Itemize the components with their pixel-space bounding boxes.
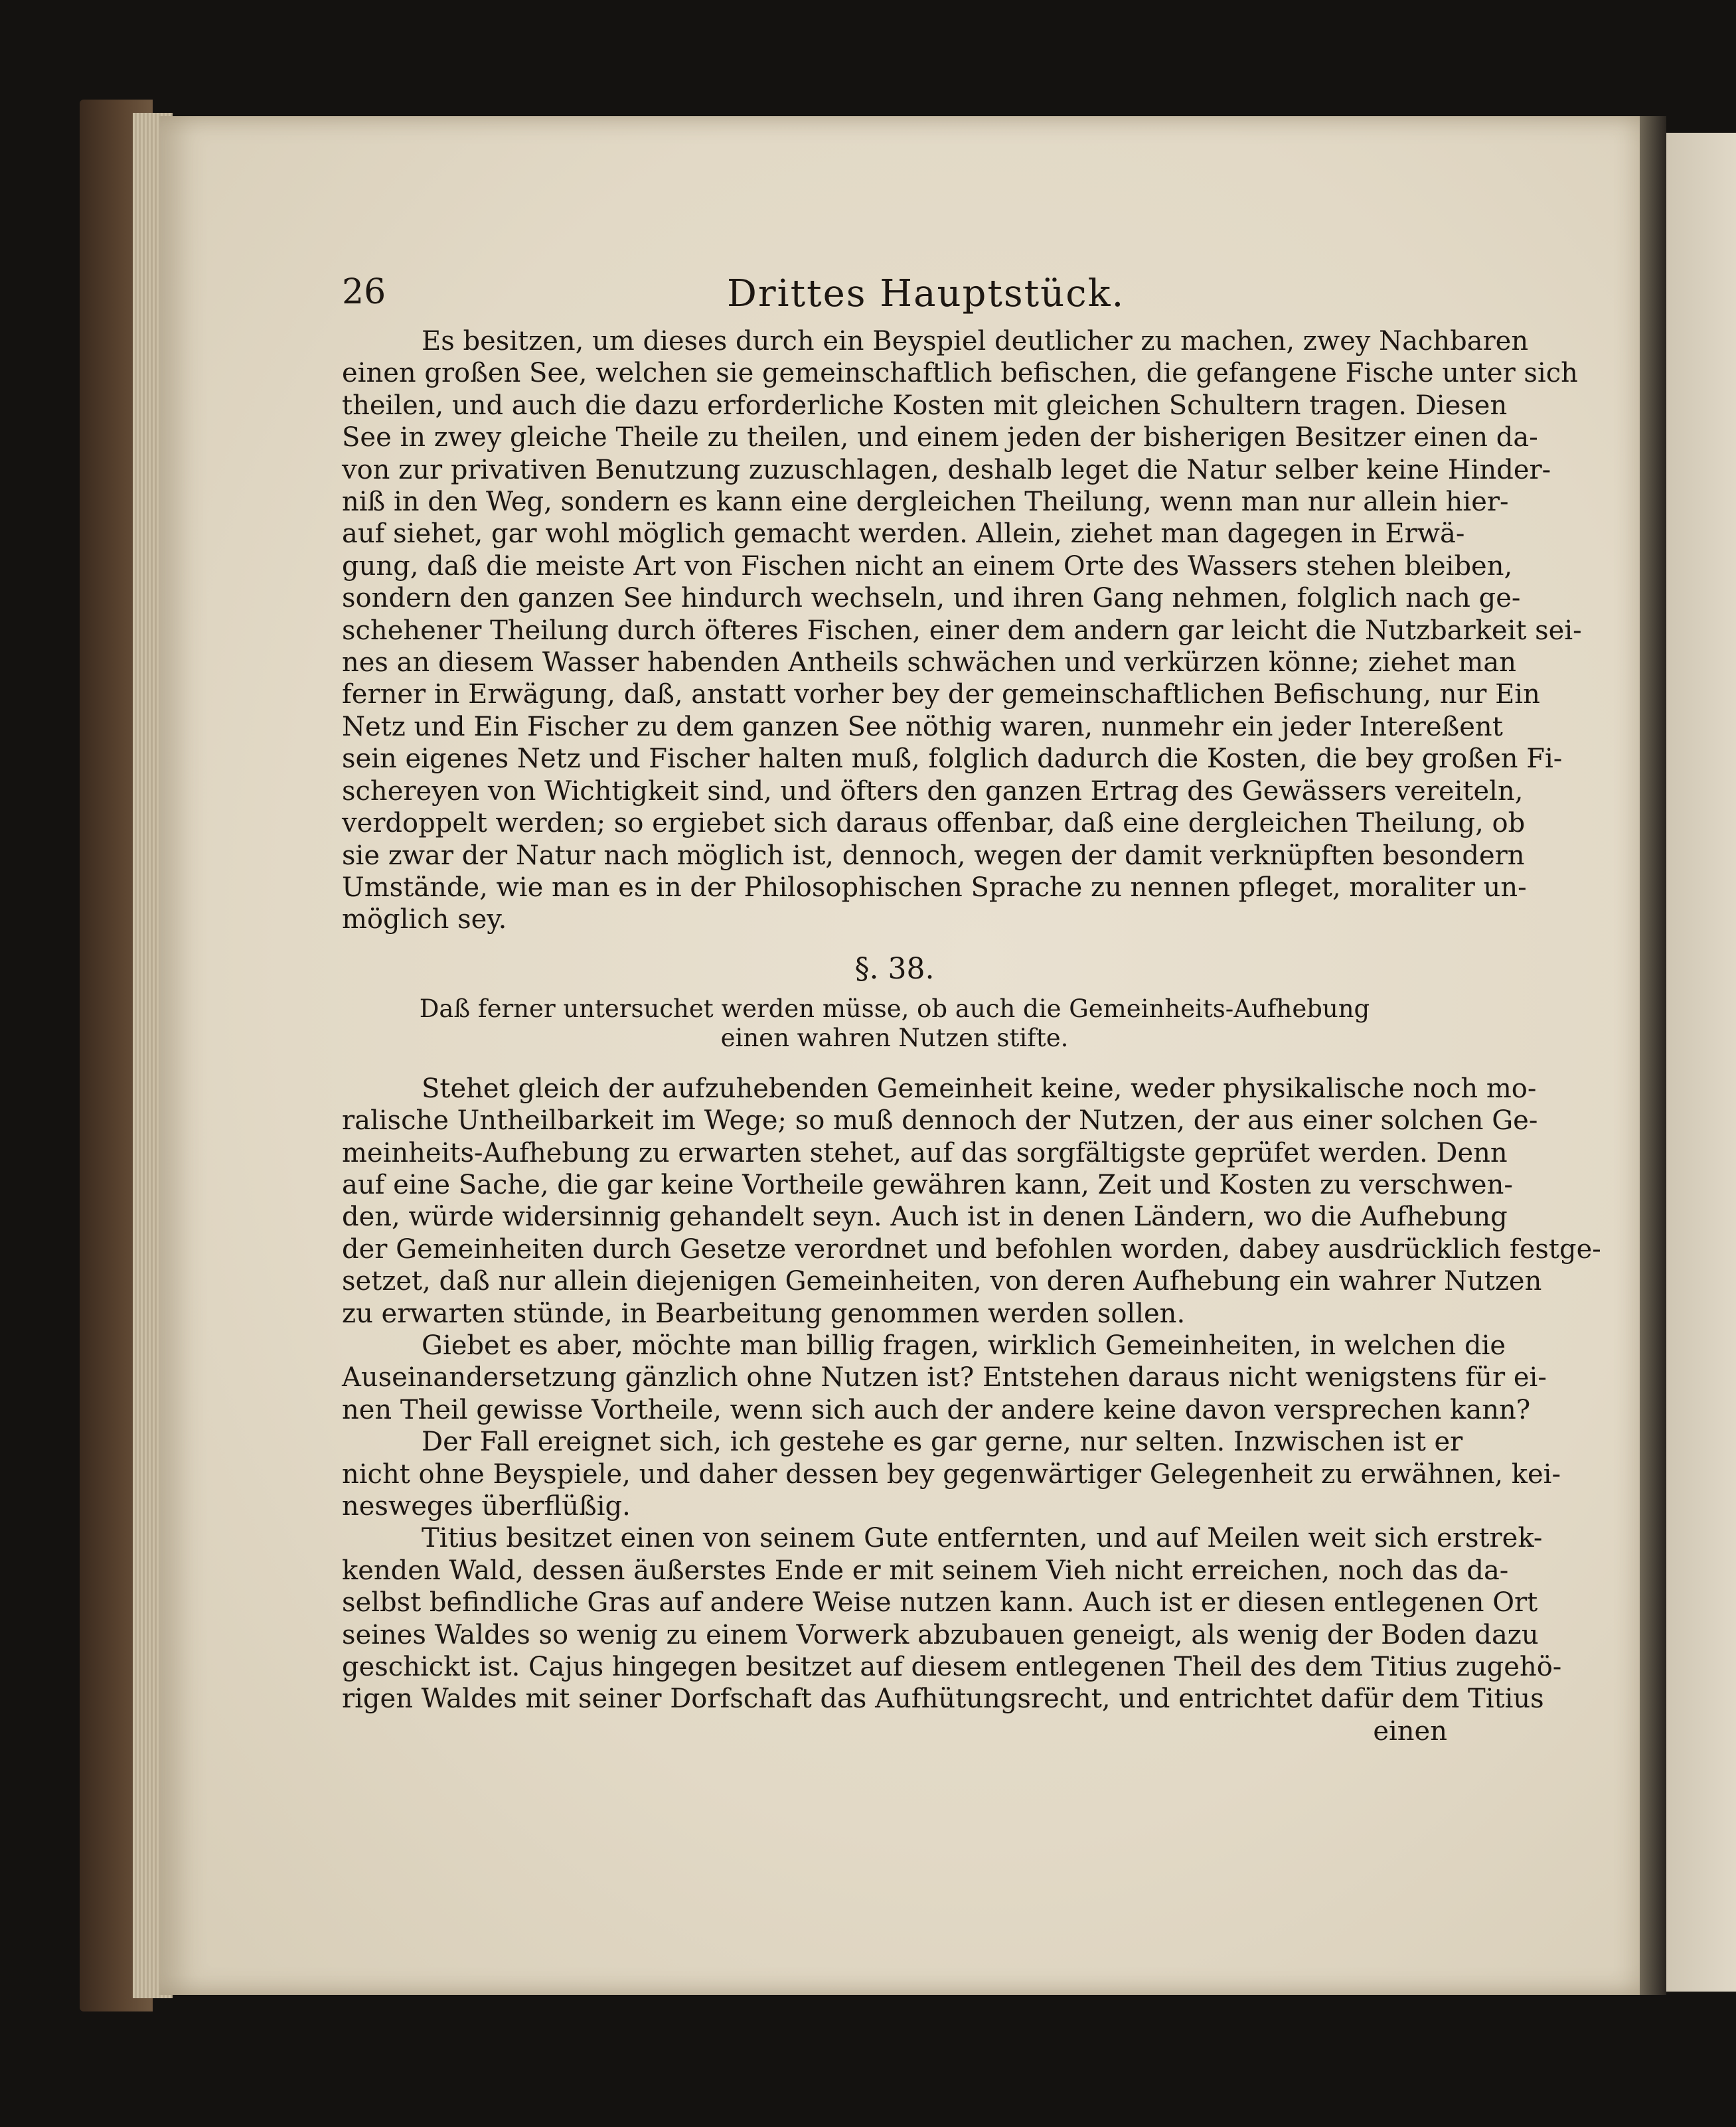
- paragraph-3: [342, 1330, 1547, 1426]
- text-line: nesweges überflüßig.: [342, 1491, 631, 1522]
- text-line: Auseinandersetzung gänzlich ohne Nutzen ist? Entstehen daraus nicht wenigstens für ei-: [342, 1362, 1547, 1393]
- text-line: sein eigenes Netz und Fischer halten muß, folglich dadurch die Kosten, die bey großen Fi-: [342, 744, 1563, 775]
- section-heading: Daß ferner untersuchet werden müsse, ob auch die Gemeinheits-Aufhebung: [419, 994, 1370, 1023]
- text-line: Titius besitzet einen von seinem Gute entfernten, und auf Meilen weit sich erstrek-: [422, 1523, 1543, 1554]
- text-line: theilen, und auch die dazu erforderliche Kosten mit gleichen Schultern tragen. Diesen: [342, 390, 1508, 421]
- text-line: sondern den ganzen See hindurch wechseln, und ihren Gang nehmen, folglich nach ge-: [342, 583, 1521, 614]
- page-number: 26: [342, 272, 386, 312]
- text-line: gung, daß die meiste Art von Fischen nicht an einem Orte des Wassers stehen bleiben,: [342, 550, 1513, 582]
- text-line: Der Fall ereignet sich, ich gestehe es gar gerne, nur selten. Inzwischen ist er: [422, 1427, 1463, 1458]
- text-line: sie zwar der Natur nach möglich ist, dennoch, wegen der damit verknüpften besondern: [342, 840, 1525, 871]
- text-line: zu erwarten stünde, in Bearbeitung genommen werden sollen.: [342, 1298, 1186, 1329]
- book-gutter: [1640, 116, 1666, 1995]
- text-line: nen Theil gewisse Vortheile, wenn sich auch der andere keine davon versprechen kann?: [342, 1394, 1531, 1425]
- text-line: einen großen See, welchen sie gemeinschaftlich befischen, die gefangene Fische unter sich: [342, 358, 1578, 389]
- text-line: der Gemeinheiten durch Gesetze verordnet und befohlen worden, dabey ausdrücklich festge-: [342, 1233, 1601, 1265]
- text-line: ferner in Erwägung, daß, anstatt vorher bey der gemeinschaftlichen Befischung, nur Ein: [342, 679, 1540, 710]
- text-line: selbst befindliche Gras auf andere Weise nutzen kann. Auch ist er diesen entlegenen Ort: [342, 1587, 1538, 1618]
- running-head: [342, 266, 1447, 325]
- text-line: meinheits-Aufhebung zu erwarten stehet, auf das sorgfältigste geprüfet werden. Denn: [342, 1137, 1508, 1168]
- text-line: Umstände, wie man es in der Philosophischen Sprache zu nennen pfleget, moraliter un-: [342, 872, 1527, 903]
- section-number: §. 38.: [854, 951, 935, 986]
- paragraph-5: [342, 1522, 1562, 1715]
- text-line: nicht ohne Beyspiele, und daher dessen bey gegenwärtiger Gelegenheit zu erwähnen, kei-: [342, 1458, 1561, 1490]
- text-line: nes an diesem Wasser habenden Antheils schwächen und verkürzen könne; ziehet man: [342, 647, 1517, 678]
- text-line: kenden Wald, dessen äußerstes Ende er mit seinem Vieh nicht erreichen, noch das da-: [342, 1555, 1509, 1586]
- text-line: setzet, daß nur allein diejenigen Gemeinheiten, von deren Aufhebung ein wahrer Nutzen: [342, 1266, 1542, 1297]
- text-line: Stehet gleich der aufzuhebenden Gemeinheit keine, weder physikalische noch mo-: [422, 1073, 1537, 1104]
- page-text: [342, 266, 1601, 1747]
- text-line: möglich sey.: [342, 904, 507, 935]
- text-line: den, würde widersinnig gehandelt seyn. Auch ist in denen Ländern, wo die Aufhebung: [342, 1202, 1508, 1233]
- text-line: schehener Theilung durch öfteres Fischen, einer dem andern gar leicht die Nutzbarkeit sei-: [342, 615, 1582, 646]
- text-line: seines Waldes so wenig zu einem Vorwerk abzubauen geneigt, als wenig der Boden dazu: [342, 1619, 1539, 1650]
- text-line: schereyen von Wichtigkeit sind, und öfters den ganzen Ertrag des Gewässers vereiteln,: [342, 775, 1524, 807]
- text-line: geschickt ist. Cajus hingegen besitzet auf diesem entlegenen Theil des dem Titius zugehö-: [342, 1652, 1562, 1683]
- text-line: von zur privativen Benutzung zuzuschlagen, deshalb leget die Natur selber keine Hinder-: [342, 454, 1551, 485]
- text-line: auf eine Sache, die gar keine Vortheile gewähren kann, Zeit und Kosten zu verschwen-: [342, 1169, 1513, 1200]
- text-line: Es besitzen, um dieses durch ein Beyspiel deutlicher zu machen, zwey Nachbaren: [422, 326, 1529, 356]
- text-line: rigen Waldes mit seiner Dorfschaft das Aufhütungsrecht, und entrichtet dafür dem Titius: [342, 1684, 1544, 1715]
- text-line: ralische Untheilbarkeit im Wege; so muß dennoch der Nutzen, der aus einer solchen Ge-: [342, 1105, 1538, 1137]
- text-line: Netz und Ein Fischer zu dem ganzen See nöthig waren, nunmehr ein jeder Intereßent: [342, 711, 1503, 742]
- paragraph-2: [342, 1073, 1601, 1330]
- text-line: See in zwey gleiche Theile zu theilen, und einem jeden der bisherigen Besitzer einen da-: [342, 422, 1538, 453]
- section-heading: einen wahren Nutzen stifte.: [720, 1023, 1069, 1052]
- text-line: niß in den Weg, sondern es kann eine dergleichen Theilung, wenn man nur allein hier-: [342, 487, 1509, 518]
- catchword: einen: [1373, 1715, 1447, 1747]
- text-line: Giebet es aber, möchte man billig fragen, wirklich Gemeinheiten, in welchen die: [422, 1330, 1506, 1361]
- chapter-title: Drittes Hauptstück.: [727, 272, 1125, 315]
- facing-page-edge: [1666, 133, 1736, 1992]
- text-line: verdoppelt werden; so ergiebet sich daraus offenbar, daß eine dergleichen Theilung, ob: [342, 808, 1526, 839]
- text-line: auf siehet, gar wohl möglich gemacht werden. Allein, ziehet man dagegen in Erwä-: [342, 518, 1465, 550]
- paragraph-1: [342, 325, 1582, 936]
- paragraph-4: [342, 1426, 1561, 1522]
